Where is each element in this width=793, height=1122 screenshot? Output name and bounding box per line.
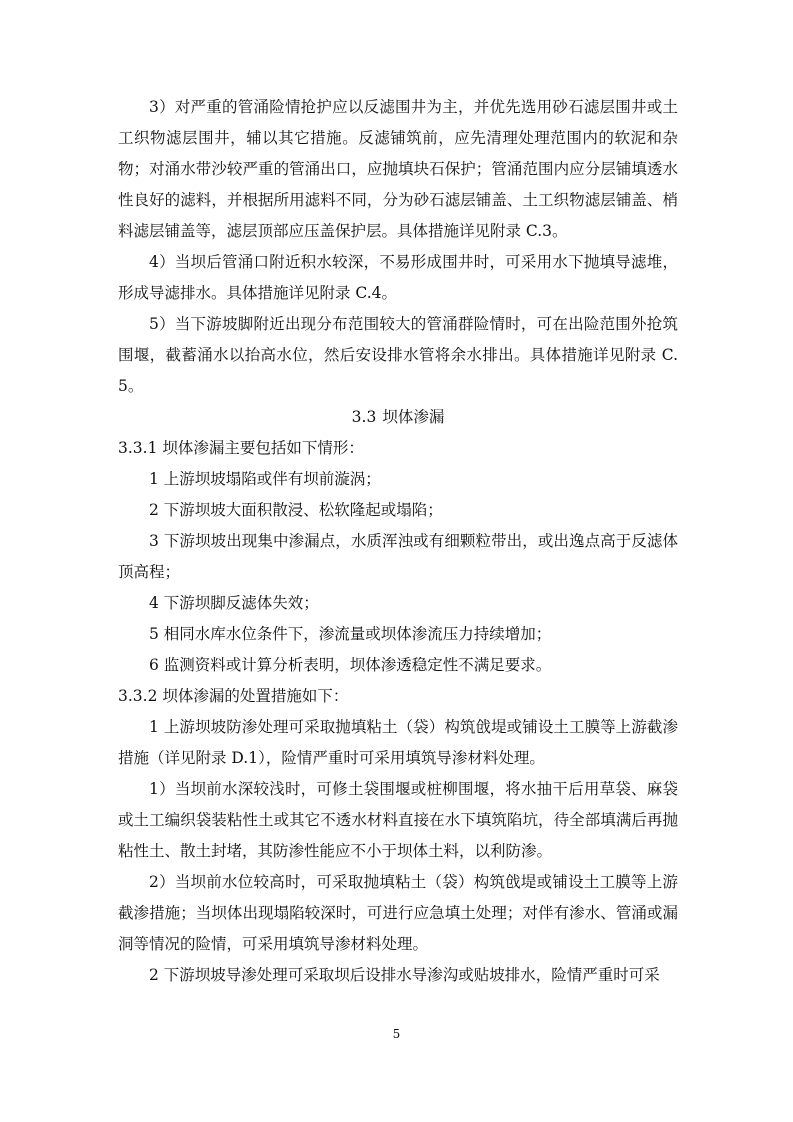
paragraph: 1 上游坝坡塌陷或伴有坝前漩涡； xyxy=(149,470,381,488)
paragraph: 2 下游坝坡导渗处理可采取坝后设排水导渗沟或贴坡排水，险情严重时可采 xyxy=(149,966,660,984)
paragraph: 1 上游坝坡防渗处理可采取抛填粘土（袋）构筑戗堤或铺设土工膜等上游截渗措施（详见附录 D.1），险情严重时可采用填筑导渗材料处理。 xyxy=(118,718,678,767)
paragraph: 3.3.1 坝体渗漏主要包括如下情形： xyxy=(118,439,364,457)
paragraph: 3 下游坝坡出现集中渗漏点，水质浑浊或有细颗粒带出，或出逸点高于反滤体顶高程； xyxy=(118,532,678,581)
page-number: 5 xyxy=(392,1027,401,1041)
section-number: 3.3 xyxy=(351,408,377,426)
section-title: 坝体渗漏 xyxy=(382,408,445,426)
paragraph: 3.3.2 坝体渗漏的处置措施如下： xyxy=(118,687,349,705)
paragraph: 5）当下游坡脚附近出现分布范围较大的管涌群险情时，可在出险范围外抢筑围堰，截蓄涌水以抬高水位，然后安设排水管将余水排出。具体措施详见附录 C.5。 xyxy=(118,315,678,395)
paragraph: 4）当坝后管涌口附近积水较深，不易形成围井时，可采用水下抛填导滤堆，形成导滤排水。具体措施详见附录 C.4。 xyxy=(118,253,678,302)
paragraph: 2）当坝前水位较高时，可采取抛填粘土（袋）构筑戗堤或铺设土工膜等上游截渗措施；当坝体出现塌陷较深时，可进行应急填土处理；对伴有渗水、管涌或漏洞等情况的险情，可采用填筑导渗材料处理。 xyxy=(118,873,678,953)
paragraph: 2 下游坝坡大面积散浸、松软隆起或塌陷； xyxy=(149,501,443,519)
page-body xyxy=(118,92,678,991)
paragraph: 1）当坝前水深较浅时，可修土袋围堰或桩柳围堰，将水抽干后用草袋、麻袋或土工编织袋装粘性土或其它不透水材料直接在水下填筑陷坑，待全部填满后再抛粘性土、散土封堵，其防渗性能应不小于坝体土料，以利防渗。 xyxy=(118,780,678,860)
paragraph: 4 下游坝脚反滤体失效； xyxy=(149,594,319,612)
paragraph: 3）对严重的管涌险情抢护应以反滤围井为主，并优先选用砂石滤层围井或土工织物滤层围井，辅以其它措施。反滤铺筑前，应先清理处理范围内的软泥和杂物；对涌水带沙较严重的管涌出口，应抛填块石保护；管涌范围内应分层铺填透水性良好的滤料，并根据所用滤料不同，分为砂石滤层铺盖、土工织物滤层铺盖、梢料滤层铺盖等，滤层顶部应压盖保护层。具体措施详见附录 C.3。 xyxy=(118,98,678,240)
paragraph: 6 监测资料或计算分析表明，坝体渗透稳定性不满足要求。 xyxy=(149,656,552,674)
section-heading xyxy=(118,402,678,433)
paragraph: 5 相同水库水位条件下，渗流量或坝体渗流压力持续增加； xyxy=(149,625,552,643)
